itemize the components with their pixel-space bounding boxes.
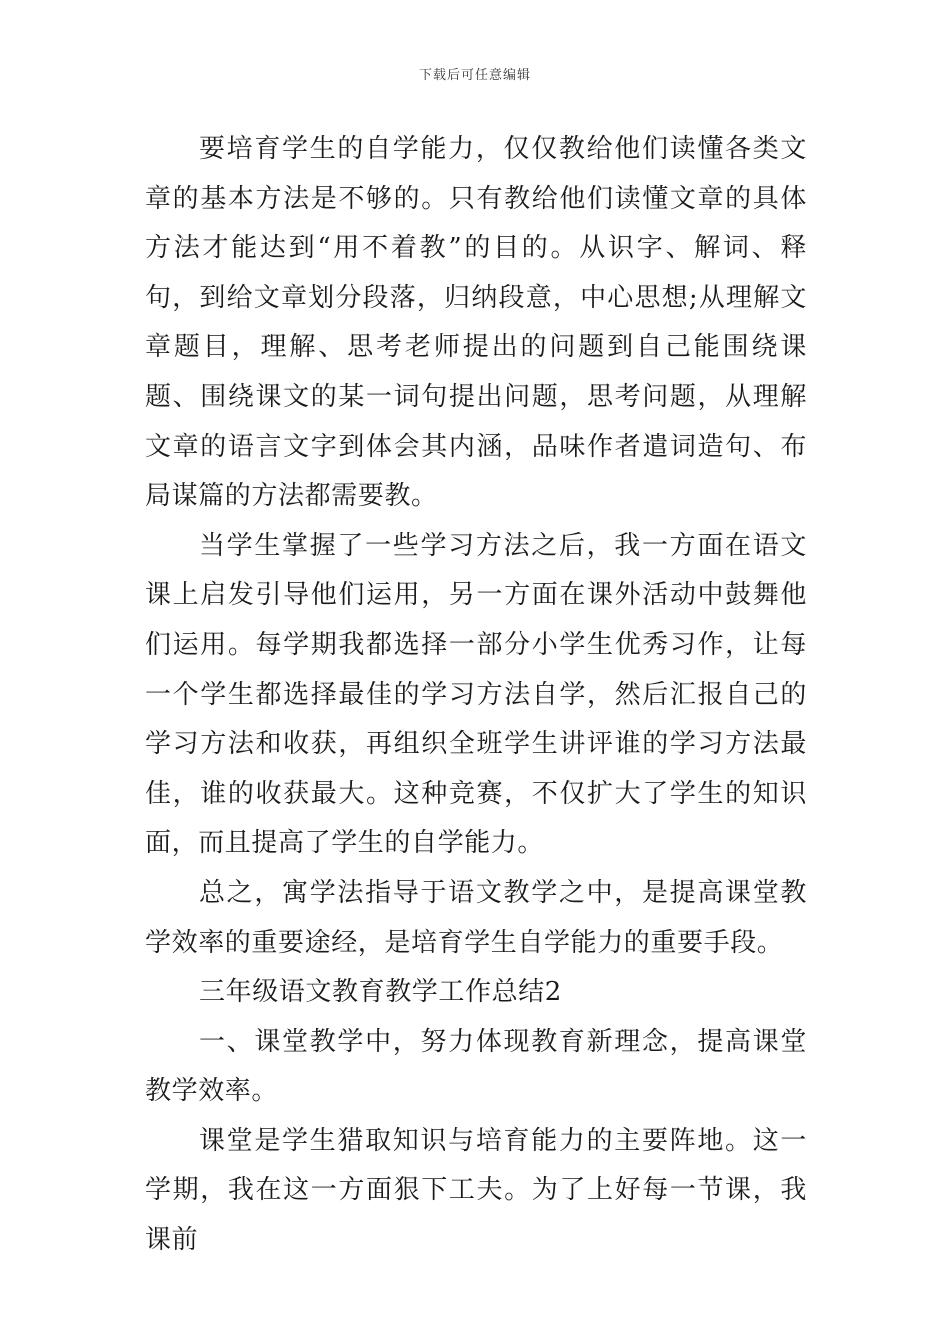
paragraph-self-study-methods: 要培育学生的自学能力，仅仅教给他们读懂各类文章的基本方法是不够的。只有教给他们读懂文章的具体方法才能达到“用不着教”的目的。从识字、解词、释句，到给文章划分段落，归纳段意，中心思想;从理解文章题目，理解、思考老师提出的问题到自己能围绕课题、围绕课文的某一词句提出问题，思考问题，从理解文章的语言文字到体会其内涵，品味作者遣词造句、布局谋篇的方法都需要教。 <box>145 134 807 512</box>
section-title: 三年级语文教育教学工作总结2 <box>199 977 562 1008</box>
paragraph-classroom-main-position: 课堂是学生猎取知识与培育能力的主要阵地。这一学期，我在这一方面狠下工夫。为了上好每一节课，我课前 <box>145 1125 807 1256</box>
paragraph-classroom-teaching: 一、课堂教学中，努力体现教育新理念，提高课堂教学效率。 <box>145 1026 807 1107</box>
paragraph-applying-methods: 当学生掌握了一些学习方法之后，我一方面在语文课上启发引导他们运用，另一方面在课外活动中鼓舞他们运用。每学期我都选择一部分小学生优秀习作，让每一个学生都选择最佳的学习方法自学，然后汇报自己的学习方法和收获，再组织全班学生讲评谁的学习方法最佳，谁的收获最大。这种竞赛，不仅扩大了学生的知识面，而且提高了学生的自学能力。 <box>145 530 807 859</box>
header-note: 下载后可任意编辑 <box>418 68 531 83</box>
paragraph-conclusion: 总之，寓学法指导于语文教学之中，是提高课堂教学效率的重要途经，是培育学生自学能力的重要手段。 <box>145 877 807 958</box>
document-body <box>145 125 807 1266</box>
